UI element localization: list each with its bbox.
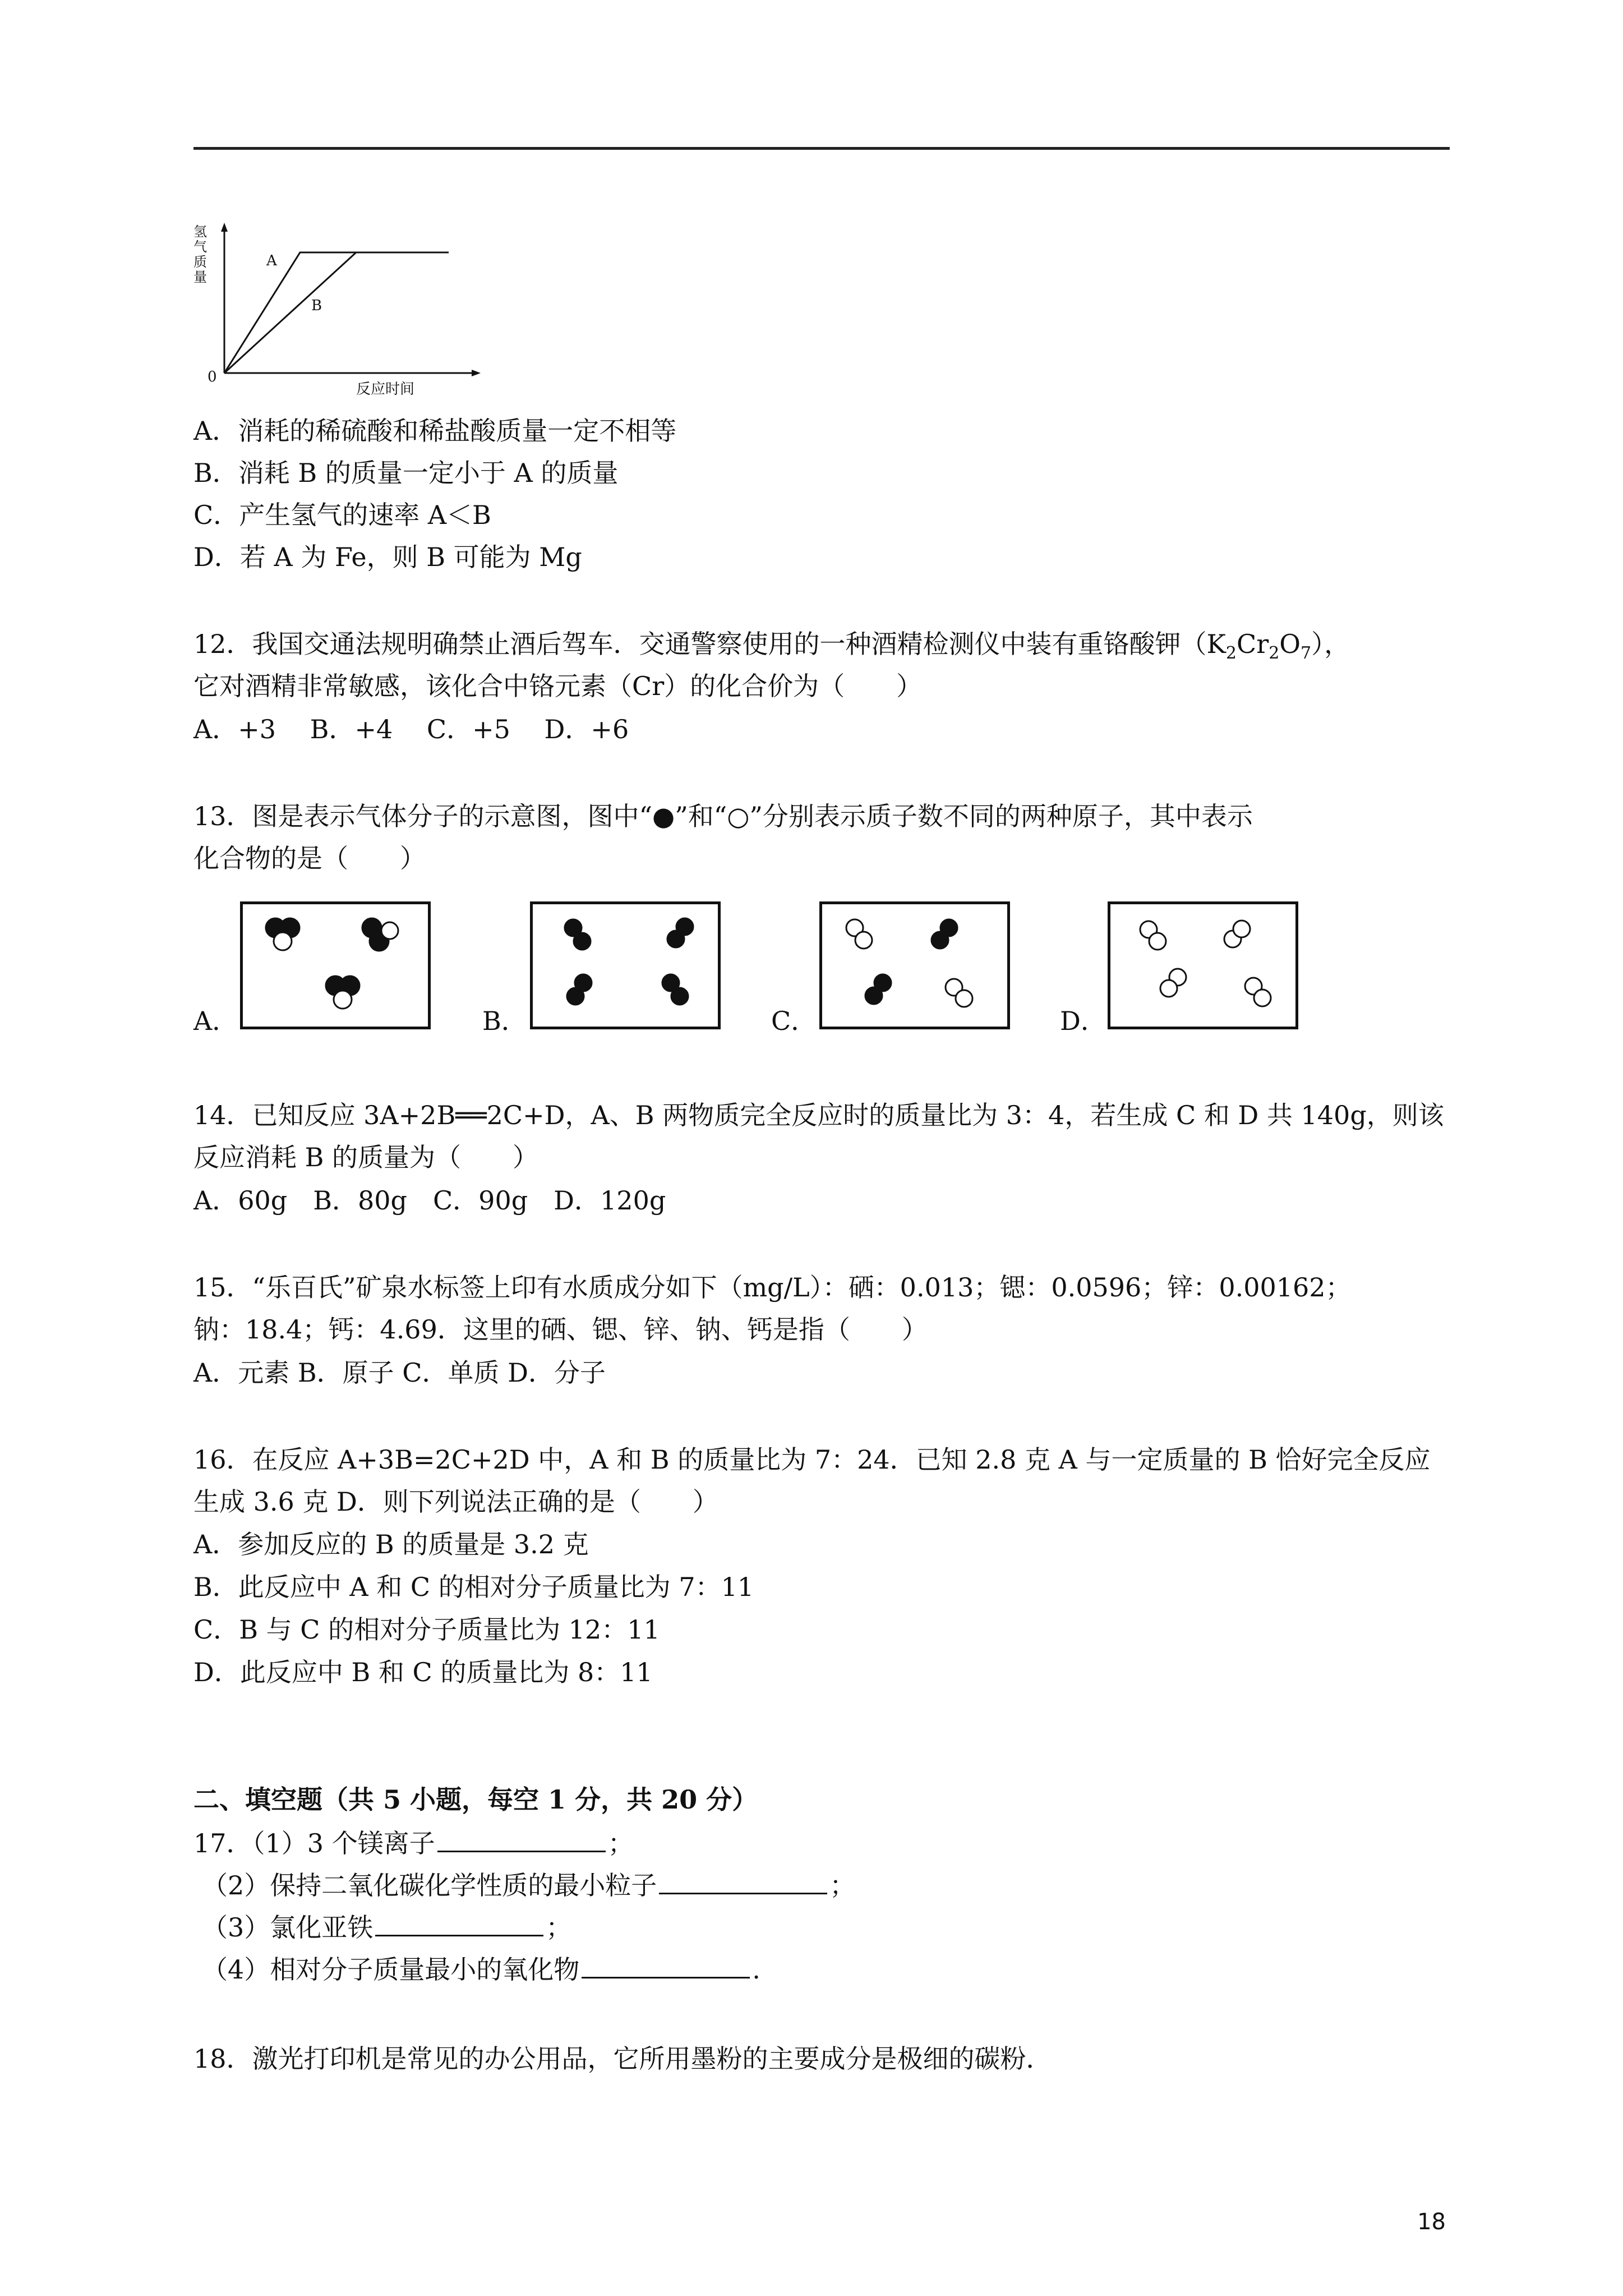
- q16-option-d: D．此反应中 B 和 C 的质量比为 8：11: [193, 1657, 653, 1687]
- q16-stem-line2: 生成 3.6 克 D．则下列说法正确的是（ ）: [193, 1487, 718, 1517]
- q16-stem-line1: 16．在反应 A+3B=2C+2D 中，A 和 B 的质量比为 7：24．已知 2.8 克 A 与一定质量的 B 恰好完全反应: [193, 1444, 1431, 1475]
- q15-options: A．元素 B．原子 C．单质 D．分子: [193, 1358, 606, 1388]
- q17-part3: （3）氯化亚铁 ；: [202, 1910, 571, 1944]
- y-axis-label: 氢 气 质 量: [193, 224, 207, 285]
- q13-label-d: D．: [1060, 1006, 1106, 1036]
- q16-option-b: B．此反应中 A 和 C 的相对分子质量比为 7：11: [193, 1572, 754, 1602]
- header-rule: [193, 147, 1450, 150]
- q13-label-c: C．: [771, 1006, 817, 1036]
- q15-stem-line1: 15．“乐百氏”矿泉水标签上印有水质成分如下（mg/L）：硒：0.013；锶：0.0596；锌：0.00162；: [193, 1272, 1352, 1303]
- hydrogen-mass-graph: [193, 222, 496, 401]
- page-number: 18: [1417, 2209, 1446, 2235]
- answer-blank-1[interactable]: [437, 1826, 606, 1852]
- origin-label: 0: [208, 369, 217, 385]
- molecule-box-c: [819, 901, 1010, 1029]
- answer-blank-2[interactable]: [659, 1868, 827, 1894]
- q13-label-b: B．: [482, 1006, 527, 1036]
- q16-option-a: A．参加反应的 B 的质量是 3.2 克: [193, 1529, 589, 1559]
- q11-option-a: A．消耗的稀硫酸和稀盐酸质量一定不相等: [193, 416, 677, 446]
- molecule-diagram-a: [243, 904, 428, 1027]
- molecule-diagram-c: [822, 904, 1007, 1027]
- line-b: [224, 252, 356, 373]
- q14-stem-line2: 反应消耗 B 的质量为（ ）: [193, 1142, 539, 1172]
- answer-blank-4[interactable]: [582, 1952, 750, 1978]
- line-a-label: A: [266, 252, 277, 269]
- graph-svg: [193, 222, 496, 401]
- line-b-label: B: [311, 297, 322, 314]
- q12-stem-line1: 12．我国交通法规明确禁止酒后驾车．交通警察使用的一种酒精检测仪中装有重铬酸钾$(K_2Cr_2O_7)$，: [193, 629, 1350, 664]
- molecule-box-b: [530, 901, 721, 1029]
- q17-part1: 17．（1）3 个镁离子 ；: [193, 1826, 634, 1860]
- q15-stem-line2: 钠：18.4；钙：4.69．这里的硒、锶、锌、钠、钙是指（ ）: [193, 1314, 928, 1345]
- q11-option-d: D．若 A 为 Fe，则 B 可能为 Mg: [193, 542, 582, 572]
- molecule-diagram-b: [533, 904, 718, 1027]
- x-axis-arrow: [472, 370, 481, 376]
- q17-part2: （2）保持二氧化碳化学性质的最小粒子 ；: [202, 1868, 855, 1902]
- q14-options: A．60g B．80g C．90g D．120g: [193, 1185, 666, 1216]
- q14-stem-line1: 14．已知反应 3A+2B══2C+D，A、B 两物质完全反应时的质量比为 3：4，若生成 C 和 D 共 140g，则该: [193, 1100, 1444, 1130]
- q11-option-b: B．消耗 B 的质量一定小于 A 的质量: [193, 458, 619, 488]
- molecule-box-a: [240, 901, 431, 1029]
- q13-label-a: A．: [193, 1006, 238, 1036]
- y-axis-arrow: [221, 223, 228, 232]
- molecule-diagram-d: [1110, 904, 1295, 1027]
- q11-option-c: C．产生氢气的速率 A＜B: [193, 500, 491, 530]
- molecule-box-d: [1108, 901, 1298, 1029]
- answer-blank-3[interactable]: [375, 1910, 543, 1936]
- q16-option-c: C．B 与 C 的相对分子质量比为 12：11: [193, 1614, 660, 1645]
- x-axis-label: 反应时间: [356, 381, 415, 398]
- section2-heading: 二、填空题（共 5 小题，每空 1 分，共 20 分）: [193, 1784, 758, 1815]
- q18-stem: 18．激光打印机是常见的办公用品，它所用墨粉的主要成分是极细的碳粉．: [193, 2044, 1052, 2074]
- q12-options: A．+3 B．+4 C．+5 D．+6: [193, 714, 629, 744]
- q13-stem-line2: 化合物的是（ ）: [193, 843, 426, 873]
- q13-stem-line1: 13．图是表示气体分子的示意图，图中“●”和“○”分别表示质子数不同的两种原子，其中表示: [193, 801, 1253, 831]
- q12-stem-line2: 它对酒精非常敏感，该化合中铬元素（Cr）的化合价为（ ）: [193, 671, 923, 701]
- q17-part4: （4）相对分子质量最小的氧化物 .: [202, 1952, 760, 1986]
